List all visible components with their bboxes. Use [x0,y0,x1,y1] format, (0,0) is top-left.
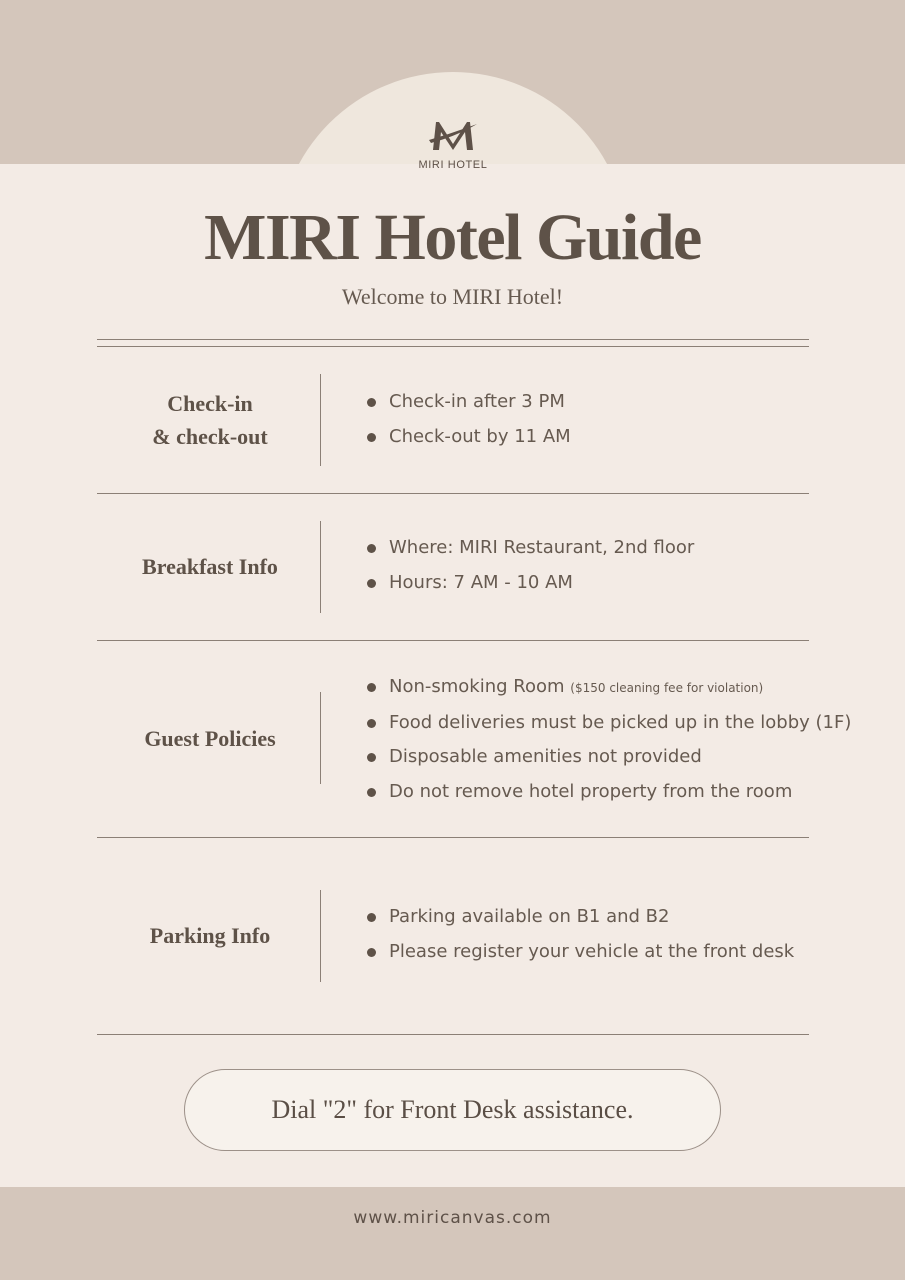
item-list [367,900,794,969]
bottom-band [0,1187,905,1280]
list-item: Where: MIRI Restaurant, 2nd floor [367,531,694,566]
list-item: Parking available on B1 and B2 [367,900,794,935]
double-divider-top [97,339,809,340]
list-item [367,670,851,706]
section-label [97,919,323,952]
section-label [97,550,323,583]
website-link[interactable]: www.miricanvas.com [353,1208,552,1228]
logo-text: MIRI HOTEL [418,159,488,171]
list-item: Please register your vehicle at the front desk [367,935,794,970]
list-item: Do not remove hotel property from the room [367,775,851,810]
section-divider [320,890,321,982]
list-item-note: ($150 cleaning fee for violation) [570,681,764,695]
front-desk-callout: Dial "2" for Front Desk assistance. [184,1069,721,1151]
section-divider [320,521,321,613]
section-parking [97,838,809,1034]
hotel-logo [403,118,503,171]
item-list [367,385,571,454]
item-list [367,531,694,600]
page-title: MIRI Hotel Guide [204,201,701,274]
m-logo-icon [427,118,479,152]
list-item: Disposable amenities not provided [367,740,851,775]
section-label-line: Parking Info [149,923,271,948]
section-checkin [97,347,809,493]
section-policies [97,641,852,837]
section-label-line: Breakfast Info [142,554,278,579]
section-divider-line [97,1034,809,1035]
list-item: Hours: 7 AM - 10 AM [367,566,694,601]
section-label-line: Guest Policies [144,726,276,751]
section-label [97,387,323,453]
list-item: Check-out by 11 AM [367,420,571,455]
section-divider [320,374,321,466]
page-subtitle: Welcome to MIRI Hotel! [341,284,564,309]
section-divider [320,692,321,784]
item-list [367,670,851,809]
list-item: Check-in after 3 PM [367,385,571,420]
list-item-text: Non-smoking Room [389,676,565,697]
section-breakfast [97,494,809,640]
list-item: Food deliveries must be picked up in the lobby (1F) [367,706,851,741]
section-label [97,722,323,755]
section-label-line: & check-out [152,424,268,449]
section-label-line: Check-in [167,391,253,416]
